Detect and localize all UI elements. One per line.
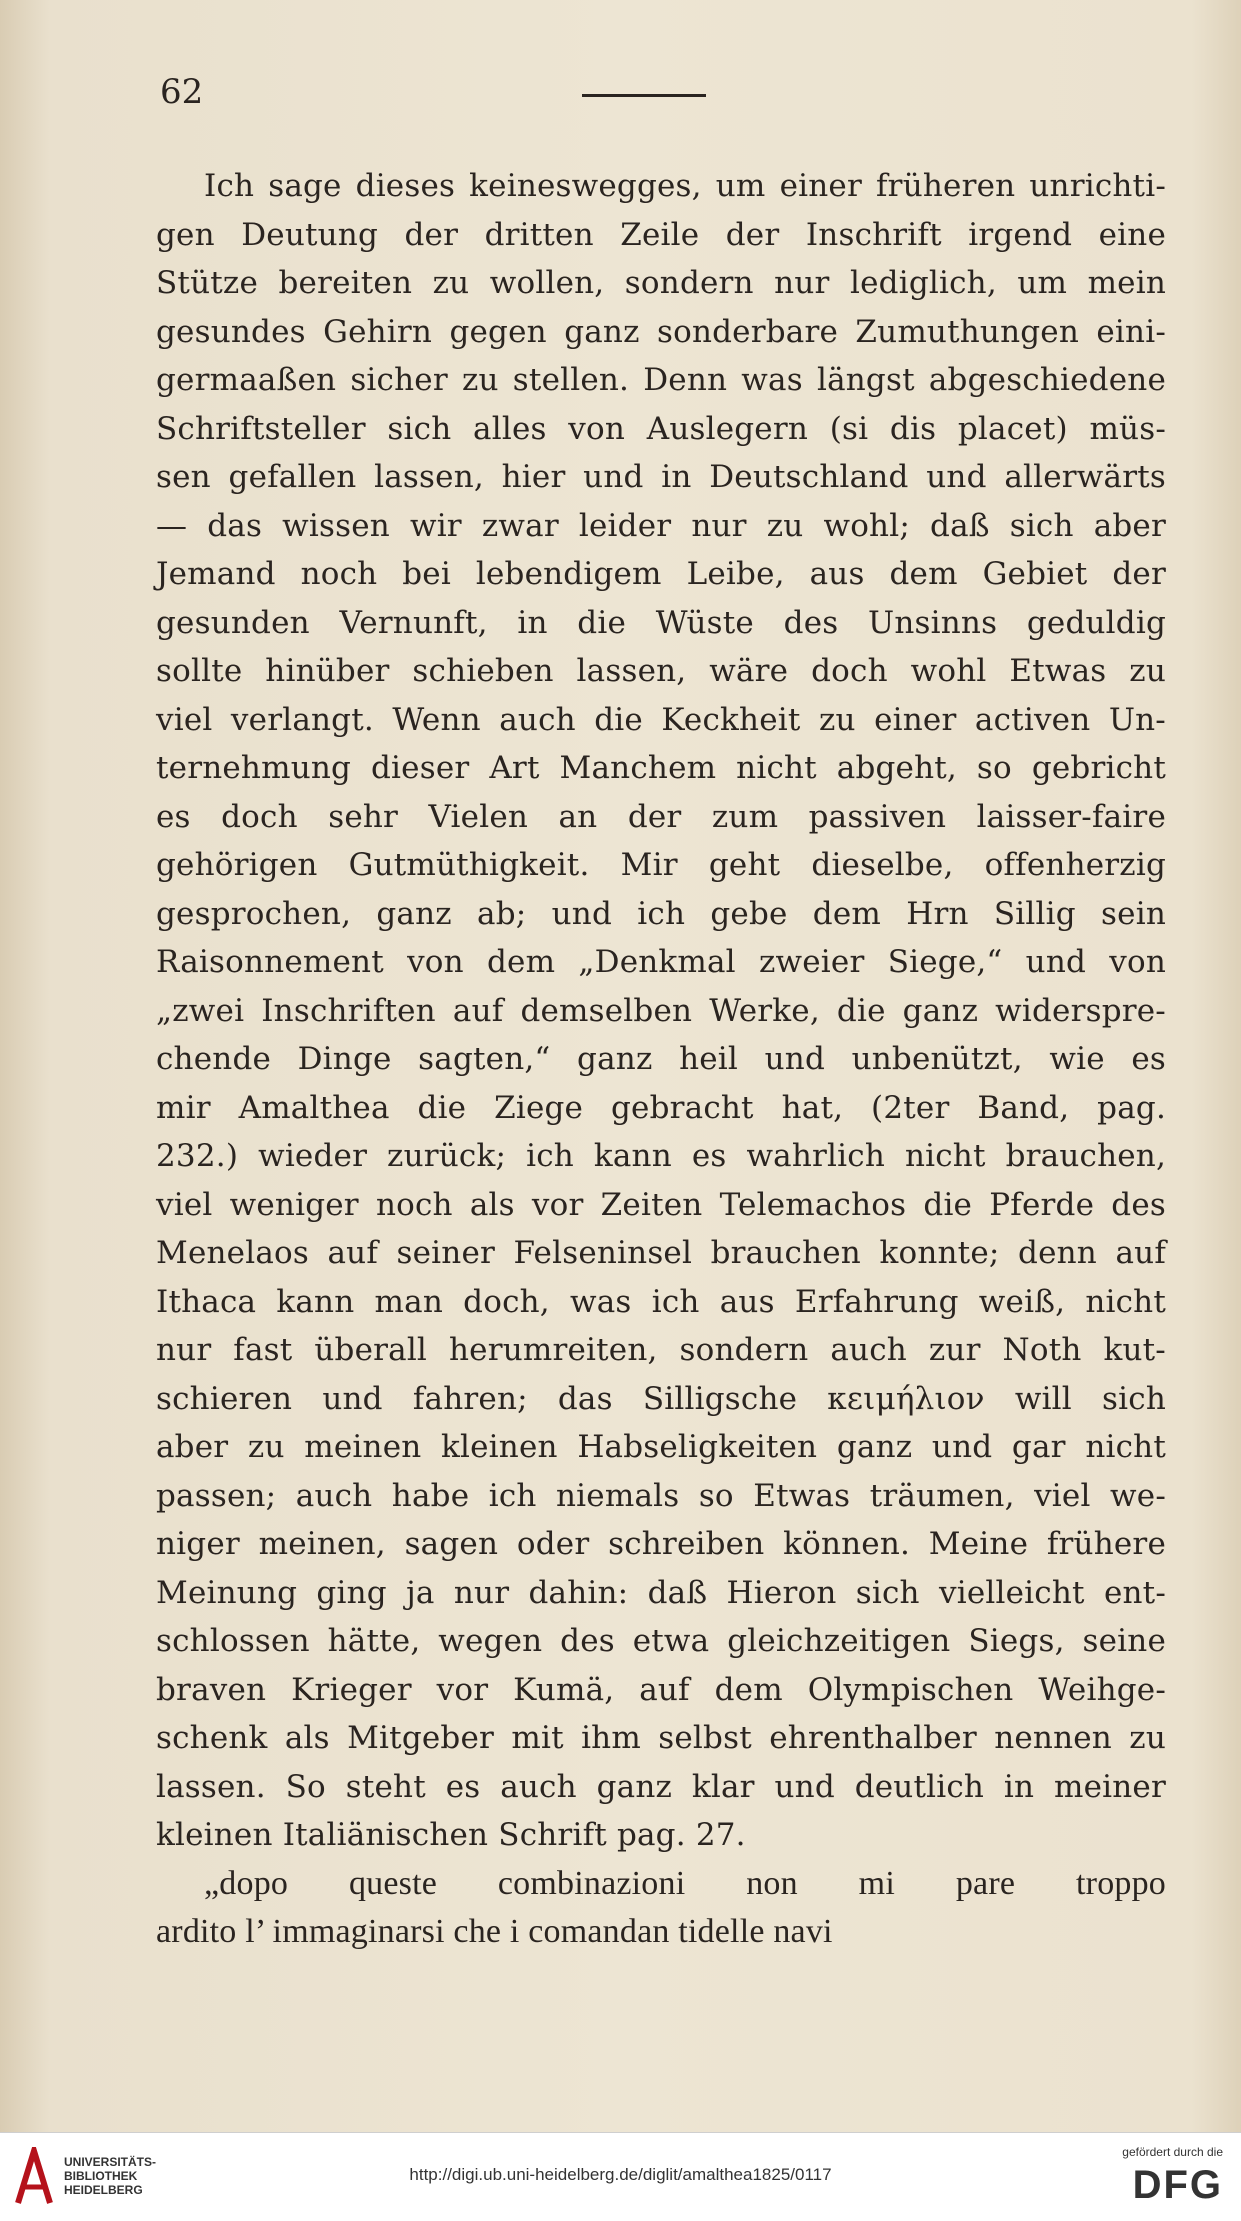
text-line: aber zu meinen kleinen Habseligkeiten ganz und gar nicht bbox=[156, 1429, 1166, 1465]
text-line: „dopo queste combinazioni non mi pare troppo bbox=[204, 1864, 1166, 1902]
library-name: UNIVERSITÄTS- BIBLIOTHEK HEIDELBERG bbox=[64, 2155, 157, 2197]
viewer-footer bbox=[0, 2132, 1241, 2221]
text-line: schenk als Mitgeber mit ihm selbst ehrenthalber nennen zu bbox=[156, 1720, 1166, 1756]
dfg-logo: DFG bbox=[1132, 2163, 1223, 2207]
text-line: lassen. So steht es auch ganz klar und deutlich in meiner bbox=[156, 1768, 1166, 1805]
text-line: passen; auch habe ich niemals so Etwas träumen, viel we- bbox=[156, 1477, 1166, 1514]
text-line: Raisonnement von dem „Denkmal zweier Siege,“ und von bbox=[156, 944, 1166, 980]
body-text bbox=[156, 162, 1166, 1957]
text-line: es doch sehr Vielen an der zum passiven laisser-faire bbox=[156, 798, 1166, 835]
text-line: 232.) wieder zurück; ich kann es wahrlich nicht brauchen, bbox=[156, 1138, 1166, 1174]
text-line: — das wissen wir zwar leider nur zu wohl; daß sich aber bbox=[156, 507, 1166, 544]
text-line: braven Krieger vor Kumä, auf dem Olympischen Weihge- bbox=[156, 1671, 1166, 1708]
text-line: Schriftsteller sich alles von Auslegern (si dis placet) müs- bbox=[156, 410, 1166, 447]
page-url-link[interactable]: http://digi.ub.uni-heidelberg.de/diglit/amalthea1825/0117 bbox=[409, 2165, 832, 2184]
text-line: ardito l’ immaginarsi che i comandan tidelle navi bbox=[156, 1913, 833, 1950]
text-line: schieren und fahren; das Silligsche κειμήλιον will sich bbox=[156, 1380, 1166, 1417]
text-line: sollte hinüber schieben lassen, wäre doch wohl Etwas zu bbox=[156, 653, 1166, 689]
text-line: kleinen Italiänischen Schrift pag. 27. bbox=[156, 1817, 746, 1853]
text-line: gesundes Gehirn gegen ganz sonderbare Zumuthungen eini- bbox=[156, 313, 1166, 350]
text-line: viel verlangt. Wenn auch die Keckheit zu einer activen Un- bbox=[156, 701, 1166, 738]
text-line: gehörigen Gutmüthigkeit. Mir geht dieselbe, offenherzig bbox=[156, 847, 1166, 883]
text-line: Ithaca kann man doch, was ich aus Erfahrung weiß, nicht bbox=[156, 1283, 1166, 1320]
text-line: sen gefallen lassen, hier und in Deutschland und allerwärts bbox=[156, 459, 1166, 495]
text-line: gesprochen, ganz ab; und ich gebe dem Hrn Sillig sein bbox=[156, 895, 1166, 932]
text-line: nur fast überall herumreiten, sondern auch zur Noth kut- bbox=[156, 1332, 1166, 1368]
funded-by-label: gefördert durch die bbox=[1122, 2145, 1223, 2159]
text-line: Ich sage dieses keineswegges, um einer früheren unrichti- bbox=[204, 168, 1166, 204]
text-line: gesunden Vernunft, in die Wüste des Unsinns geduldig bbox=[156, 604, 1166, 641]
text-line: Menelaos auf seiner Felseninsel brauchen konnte; denn auf bbox=[156, 1235, 1166, 1271]
header-rule bbox=[582, 94, 706, 97]
text-line: Stütze bereiten zu wollen, sondern nur lediglich, um mein bbox=[156, 265, 1166, 301]
text-line: Meinung ging ja nur dahin: daß Hieron sich vielleicht ent- bbox=[156, 1574, 1166, 1611]
text-line: ternehmung dieser Art Manchem nicht abgeht, so gebricht bbox=[156, 750, 1166, 786]
text-line: viel weniger noch als vor Zeiten Telemachos die Pferde des bbox=[156, 1186, 1166, 1223]
text-line: germaaßen sicher zu stellen. Denn was längst abgeschiedene bbox=[156, 362, 1166, 398]
text-line: mir Amalthea die Ziege gebracht hat, (2ter Band, pag. bbox=[156, 1089, 1166, 1126]
text-line: niger meinen, sagen oder schreiben können. Meine frühere bbox=[156, 1526, 1166, 1562]
text-line: schlossen hätte, wegen des etwa gleichzeitigen Siegs, seine bbox=[156, 1623, 1166, 1659]
text-line: gen Deutung der dritten Zeile der Inschrift irgend eine bbox=[156, 216, 1166, 253]
text-line: Jemand noch bei lebendigem Leibe, aus dem Gebiet der bbox=[156, 556, 1166, 592]
page-number: 62 bbox=[160, 72, 204, 112]
text-line: chende Dinge sagten,“ ganz heil und unbenützt, wie es bbox=[156, 1041, 1166, 1077]
text-line: „zwei Inschriften auf demselben Werke, die ganz widerspre- bbox=[156, 992, 1166, 1029]
